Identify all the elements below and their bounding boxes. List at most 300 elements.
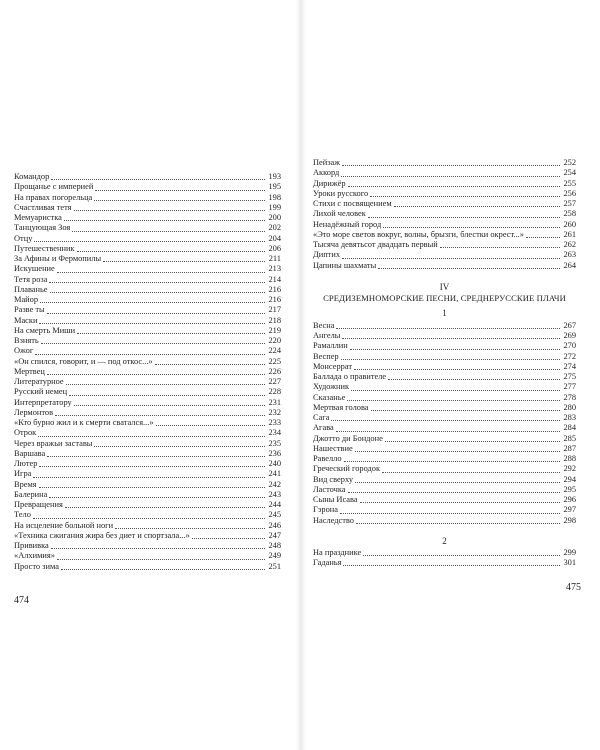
dot-leader [344,460,560,462]
toc-entry [14,316,281,326]
toc-entry-title: Сага [313,413,330,422]
part-1-entries [313,321,576,526]
toc-entry [14,326,281,336]
right-page-number: 475 [566,582,581,593]
dot-leader [38,435,265,437]
dot-leader [336,430,560,432]
dot-leader [354,368,560,370]
toc-entry [313,362,576,372]
toc-entry-title: Мертвая голова [313,402,369,412]
toc-entry-title: Аккорд [313,168,340,178]
toc-entry [14,439,281,449]
dot-leader [51,547,265,549]
toc-entry-page: 267 [563,320,576,330]
toc-entry-title: Дирижёр [313,178,346,188]
toc-entry-title: Через вражьи заставы [14,438,93,448]
toc-entry [313,230,576,240]
dot-leader [342,164,560,166]
toc-entry-page: 214 [268,274,281,284]
toc-entry [14,254,281,264]
dot-leader [355,481,560,483]
toc-entry-title: Цапины шахматы [313,260,377,270]
toc-entry-page: 278 [563,392,576,402]
toc-entry-title: Просто зима [14,561,59,571]
toc-entry-title: Наследство [313,515,354,525]
toc-entry-page: 218 [268,315,281,325]
toc-entry-page: 288 [563,454,576,463]
toc-entry [14,521,281,531]
dot-leader [47,373,265,375]
dot-leader [39,486,265,488]
toc-entry-title: Литературное [14,377,64,386]
toc-entry-page: 280 [563,402,576,412]
dot-leader [371,409,560,411]
toc-entry-page: 299 [563,547,576,557]
toc-entry-title: Варшава [14,448,46,458]
toc-entry [14,336,281,346]
toc-entry [14,213,281,223]
toc-entry-page: 294 [563,474,576,484]
dot-leader [39,465,265,467]
toc-entry-page: 274 [563,361,576,371]
toc-entry-page: 254 [563,168,576,178]
toc-entry [14,469,281,479]
toc-entry-title: Равелло [313,454,342,463]
toc-entry-page: 226 [268,366,281,376]
toc-entry-page: 199 [268,202,281,212]
dot-leader [363,554,560,556]
toc-entry-page: 206 [268,243,281,253]
toc-entry-page: 232 [268,407,281,417]
toc-entry-title: Майор [14,295,39,304]
toc-entry [313,168,576,178]
toc-entry-page: 216 [268,284,281,294]
dot-leader [347,399,560,401]
dot-leader [388,378,560,380]
toc-entry-page: 249 [268,551,281,561]
dot-leader [64,219,265,221]
toc-entry-page: 264 [563,260,576,270]
toc-entry [14,387,281,397]
dot-leader [69,394,265,396]
toc-entry-page: 287 [563,443,576,453]
book-gutter [296,0,306,750]
toc-entry [14,193,281,203]
toc-entry [313,250,576,260]
left-page-contents [14,172,281,572]
toc-entry-page: 245 [268,510,281,520]
toc-entry-title: Баллада о правителе [313,372,387,381]
toc-entry-page: 263 [563,250,576,260]
dot-leader [33,517,265,519]
dot-leader [341,358,560,360]
right-page-contents [313,158,576,568]
dot-leader [341,175,560,177]
toc-entry-title: Пейзаж [313,158,341,167]
toc-entry-title: «Техника сжигания жира без диет и спортзала...» [14,530,190,540]
toc-entry-title: «Кто бурно жил и к смерти сватался...» [14,418,154,427]
dot-leader [348,185,560,187]
toc-entry [14,562,281,572]
toc-entry-title: Маски [14,315,38,325]
toc-entry [313,382,576,392]
toc-entry [14,377,281,387]
toc-entry [313,558,576,568]
dot-leader [370,195,560,197]
toc-entry [313,261,576,271]
toc-entry-title: Диптих [313,250,341,260]
toc-entry [313,158,576,168]
toc-entry [14,295,281,305]
toc-entry-title: Интерпретатору [14,397,72,407]
toc-entry-title: Стихи с посвящением [313,199,392,208]
toc-entry-title: Художник [313,382,350,392]
toc-entry [313,464,576,474]
dot-leader [360,501,560,503]
toc-entry-page: 219 [268,325,281,335]
dot-leader [94,445,265,447]
toc-entry-page: 242 [268,479,281,489]
dot-leader [61,568,265,570]
toc-entry-title: Отцу [14,233,33,243]
toc-entry [14,357,281,367]
dot-leader [66,383,265,385]
toc-entry-title: Время [14,479,37,489]
toc-entry [313,548,576,558]
toc-entry-page: 257 [563,199,576,208]
toc-entry-page: 255 [563,178,576,188]
dot-leader [74,404,265,406]
toc-entry-title: Счастливая тетя [14,202,72,212]
toc-entry [14,459,281,469]
toc-entry-title: Плаванье [14,284,48,294]
toc-entry-page: 195 [268,182,281,192]
toc-entry [313,179,576,189]
toc-entry-title: Лермонтов [14,407,54,417]
toc-entry [313,403,576,413]
dot-leader [440,246,560,248]
toc-entry [14,367,281,377]
toc-entry [313,199,576,209]
toc-entry [14,408,281,418]
toc-entry-title: Монсеррат [313,361,352,371]
toc-entry-title: Тысяча девятьсот двадцать первый [313,240,438,249]
toc-entry [14,510,281,520]
toc-entry-page: 243 [268,489,281,499]
toc-entry [313,189,576,199]
toc-entry [313,505,576,515]
right-page-entries-top [313,158,576,271]
toc-entry-page: 285 [563,433,576,443]
toc-entry [14,275,281,285]
dot-leader [342,337,560,339]
toc-entry-title: Агава [313,423,334,433]
toc-entry-title: На празднике [313,547,362,557]
toc-entry-title: Балерина [14,489,48,499]
toc-entry [14,172,281,182]
left-page-number: 474 [14,595,29,606]
dot-leader [356,522,560,524]
toc-entry-page: 269 [563,331,576,340]
toc-entry-title: Веспер [313,351,339,361]
toc-entry-page: 251 [268,561,281,571]
toc-entry [313,485,576,495]
toc-entry-page: 258 [563,209,576,219]
dot-leader [385,440,560,442]
toc-entry-page: 204 [268,233,281,243]
dot-leader [378,267,560,269]
toc-entry-title: На правах погорельца [14,192,93,202]
toc-entry-page: 235 [268,438,281,448]
toc-entry-title: Прощанье с империей [14,182,94,192]
toc-entry [313,444,576,454]
dot-leader [340,512,560,514]
toc-entry [313,331,576,341]
toc-entry-title: «Алхимия» [14,551,55,561]
dot-leader [47,312,265,314]
toc-entry-title: Мемуаристка [14,213,62,222]
dot-leader [368,216,560,218]
toc-entry-title: Русский немец [14,387,68,397]
dot-leader [57,271,265,273]
toc-entry-page: 301 [563,558,576,567]
toc-entry-page: 228 [268,387,281,397]
toc-entry-title: Тетя роза [14,274,48,284]
toc-entry-title: Разве ты [14,305,45,315]
toc-entry-page: 296 [563,495,576,504]
toc-entry-title: Командор [14,172,50,181]
toc-entry-title: Весна [313,320,335,330]
toc-entry-page: 200 [268,213,281,222]
toc-entry-page: 248 [268,541,281,550]
dot-leader [41,342,265,344]
toc-entry-page: 272 [563,351,576,361]
toc-entry-page: 275 [563,372,576,381]
dot-leader [39,322,265,324]
toc-entry-page: 247 [268,530,281,540]
dot-leader [49,496,265,498]
toc-entry-page: 256 [563,188,576,198]
toc-entry-title: Ожог [14,346,34,356]
toc-entry-page: 231 [268,397,281,407]
dot-leader [115,527,265,529]
dot-leader [40,301,265,303]
toc-entry-page: 217 [268,305,281,315]
toc-entry [14,244,281,254]
dot-leader [336,327,560,329]
toc-entry [313,393,576,403]
dot-leader [192,537,265,539]
toc-entry [14,234,281,244]
toc-entry [313,209,576,219]
toc-entry-page: 225 [268,356,281,366]
dot-leader [51,178,265,180]
toc-entry [313,220,576,230]
toc-entry-page: 284 [563,423,576,433]
toc-entry-page: 233 [268,418,281,427]
toc-entry-page: 193 [268,172,281,181]
toc-entry-title: Лютер [14,459,38,468]
toc-entry [313,413,576,423]
toc-entry-title: Превращения [14,500,63,509]
toc-entry [14,500,281,510]
toc-entry-title: Нашествие [313,443,353,453]
dot-leader [342,257,560,259]
toc-entry [14,449,281,459]
toc-entry-page: 277 [563,382,576,392]
toc-entry [313,341,576,351]
toc-entry-title: Мертвец [14,366,45,376]
toc-entry-title: Джотто ди Бондоне [313,433,383,443]
dot-leader [74,209,265,211]
toc-entry-title: Греческий городок [313,464,381,474]
toc-entry [14,418,281,428]
dot-leader [95,189,265,191]
toc-entry-page: 202 [268,223,281,233]
toc-entry [14,398,281,408]
toc-entry-title: Игра [14,469,32,479]
dot-leader [50,291,265,293]
toc-entry [313,321,576,331]
toc-entry-title: На смерть Миши [14,325,76,335]
toc-entry [313,423,576,433]
toc-entry [14,480,281,490]
dot-leader [57,558,265,560]
toc-entry-title: Сказанье [313,392,346,402]
toc-entry [14,551,281,561]
toc-entry [14,541,281,551]
toc-entry [14,285,281,295]
dot-leader [49,281,265,283]
toc-entry-page: 297 [563,505,576,515]
toc-entry-page: 240 [268,459,281,468]
toc-entry [14,531,281,541]
toc-entry [313,516,576,526]
dot-leader [155,363,265,365]
toc-entry [313,495,576,505]
dot-leader [331,419,560,421]
toc-entry-title: Искушение [14,264,55,274]
dot-leader [343,564,560,566]
dot-leader [77,332,265,334]
toc-entry-title: За Афины и Фермопилы [14,254,102,263]
toc-entry-title: Гэрона [313,505,339,515]
toc-entry [313,352,576,362]
part-2-entries [313,548,576,569]
dot-leader [526,236,560,238]
dot-leader [65,506,265,508]
dot-leader [33,476,265,478]
toc-entry-title: Путешественник [14,243,75,253]
toc-entry-title: Ненадёжный город [313,219,382,229]
toc-entry [313,372,576,382]
part-number-1: 1 [442,307,447,318]
dot-leader [355,450,560,452]
toc-entry-page: 213 [268,264,281,274]
toc-entry-title: Рамаллин [313,341,348,351]
toc-entry [14,490,281,500]
toc-entry-title: Лихой человек [313,209,366,219]
toc-entry-title: Прививка [14,541,49,550]
dot-leader [348,491,560,493]
toc-entry-page: 262 [563,240,576,249]
dot-leader [394,205,560,207]
toc-entry-title: Отрок [14,428,37,438]
toc-entry-page: 244 [268,500,281,509]
toc-entry-title: Тело [14,510,31,520]
toc-entry-page: 252 [563,158,576,167]
part-number-2: 2 [442,535,447,546]
toc-entry-title: Уроки русского [313,188,369,198]
toc-entry [14,223,281,233]
dot-leader [34,240,265,242]
toc-entry [313,454,576,464]
toc-entry-title: Сыны Исава [313,495,358,504]
toc-entry-page: 261 [563,229,576,239]
dot-leader [156,424,265,426]
toc-entry [14,346,281,356]
dot-leader [351,389,560,391]
toc-entry-page: 246 [268,520,281,530]
toc-entry-page: 270 [563,341,576,351]
toc-entry-title: Ласточка [313,484,346,494]
toc-entry [14,428,281,438]
section-roman-numeral: IV [439,281,450,292]
toc-entry-page: 241 [268,469,281,479]
toc-entry-page: 220 [268,336,281,345]
toc-entry-page: 224 [268,346,281,356]
toc-entry-page: 260 [563,219,576,229]
dot-leader [350,348,560,350]
toc-entry [14,305,281,315]
toc-entry-title: На исцеление больной ноги [14,520,114,530]
toc-entry-page: 198 [268,192,281,202]
dot-leader [103,260,265,262]
toc-entry-page: 216 [268,295,281,304]
toc-entry-page: 236 [268,448,281,458]
toc-entry [313,240,576,250]
dot-leader [55,414,265,416]
toc-entry-page: 227 [268,377,281,386]
toc-entry-title: Взнять [14,336,39,345]
toc-entry [14,264,281,274]
dot-leader [72,230,265,232]
dot-leader [47,455,265,457]
toc-entry-title: «Он спился, говорит, и — под откос...» [14,356,153,366]
toc-entry-title: Танцующая Зоя [14,223,71,233]
dot-leader [383,226,560,228]
toc-entry [14,203,281,213]
toc-entry-page: 234 [268,428,281,438]
toc-entry-title: Ангелы [313,331,341,340]
dot-leader [77,250,265,252]
toc-entry-page: 295 [563,484,576,494]
toc-entry-page: 292 [563,464,576,474]
toc-entry-title: «Это море светов вокруг, волны, брызги, блестки окрест...» [313,229,524,239]
toc-entry [14,182,281,192]
toc-entry-page: 211 [268,254,281,263]
toc-entry-title: Гаданья [313,558,342,567]
toc-entry-page: 283 [563,413,576,422]
toc-entry-title: Вид сверху [313,474,354,484]
dot-leader [94,199,265,201]
section-title: СРЕДИЗЕМНОМОРСКИЕ ПЕСНИ, СРЕДНЕРУССКИЕ ПЛАЧИ [323,292,566,303]
toc-entry [313,434,576,444]
toc-entry-page: 298 [563,515,576,525]
dot-leader [35,353,265,355]
toc-entry [313,475,576,485]
dot-leader [382,471,560,473]
